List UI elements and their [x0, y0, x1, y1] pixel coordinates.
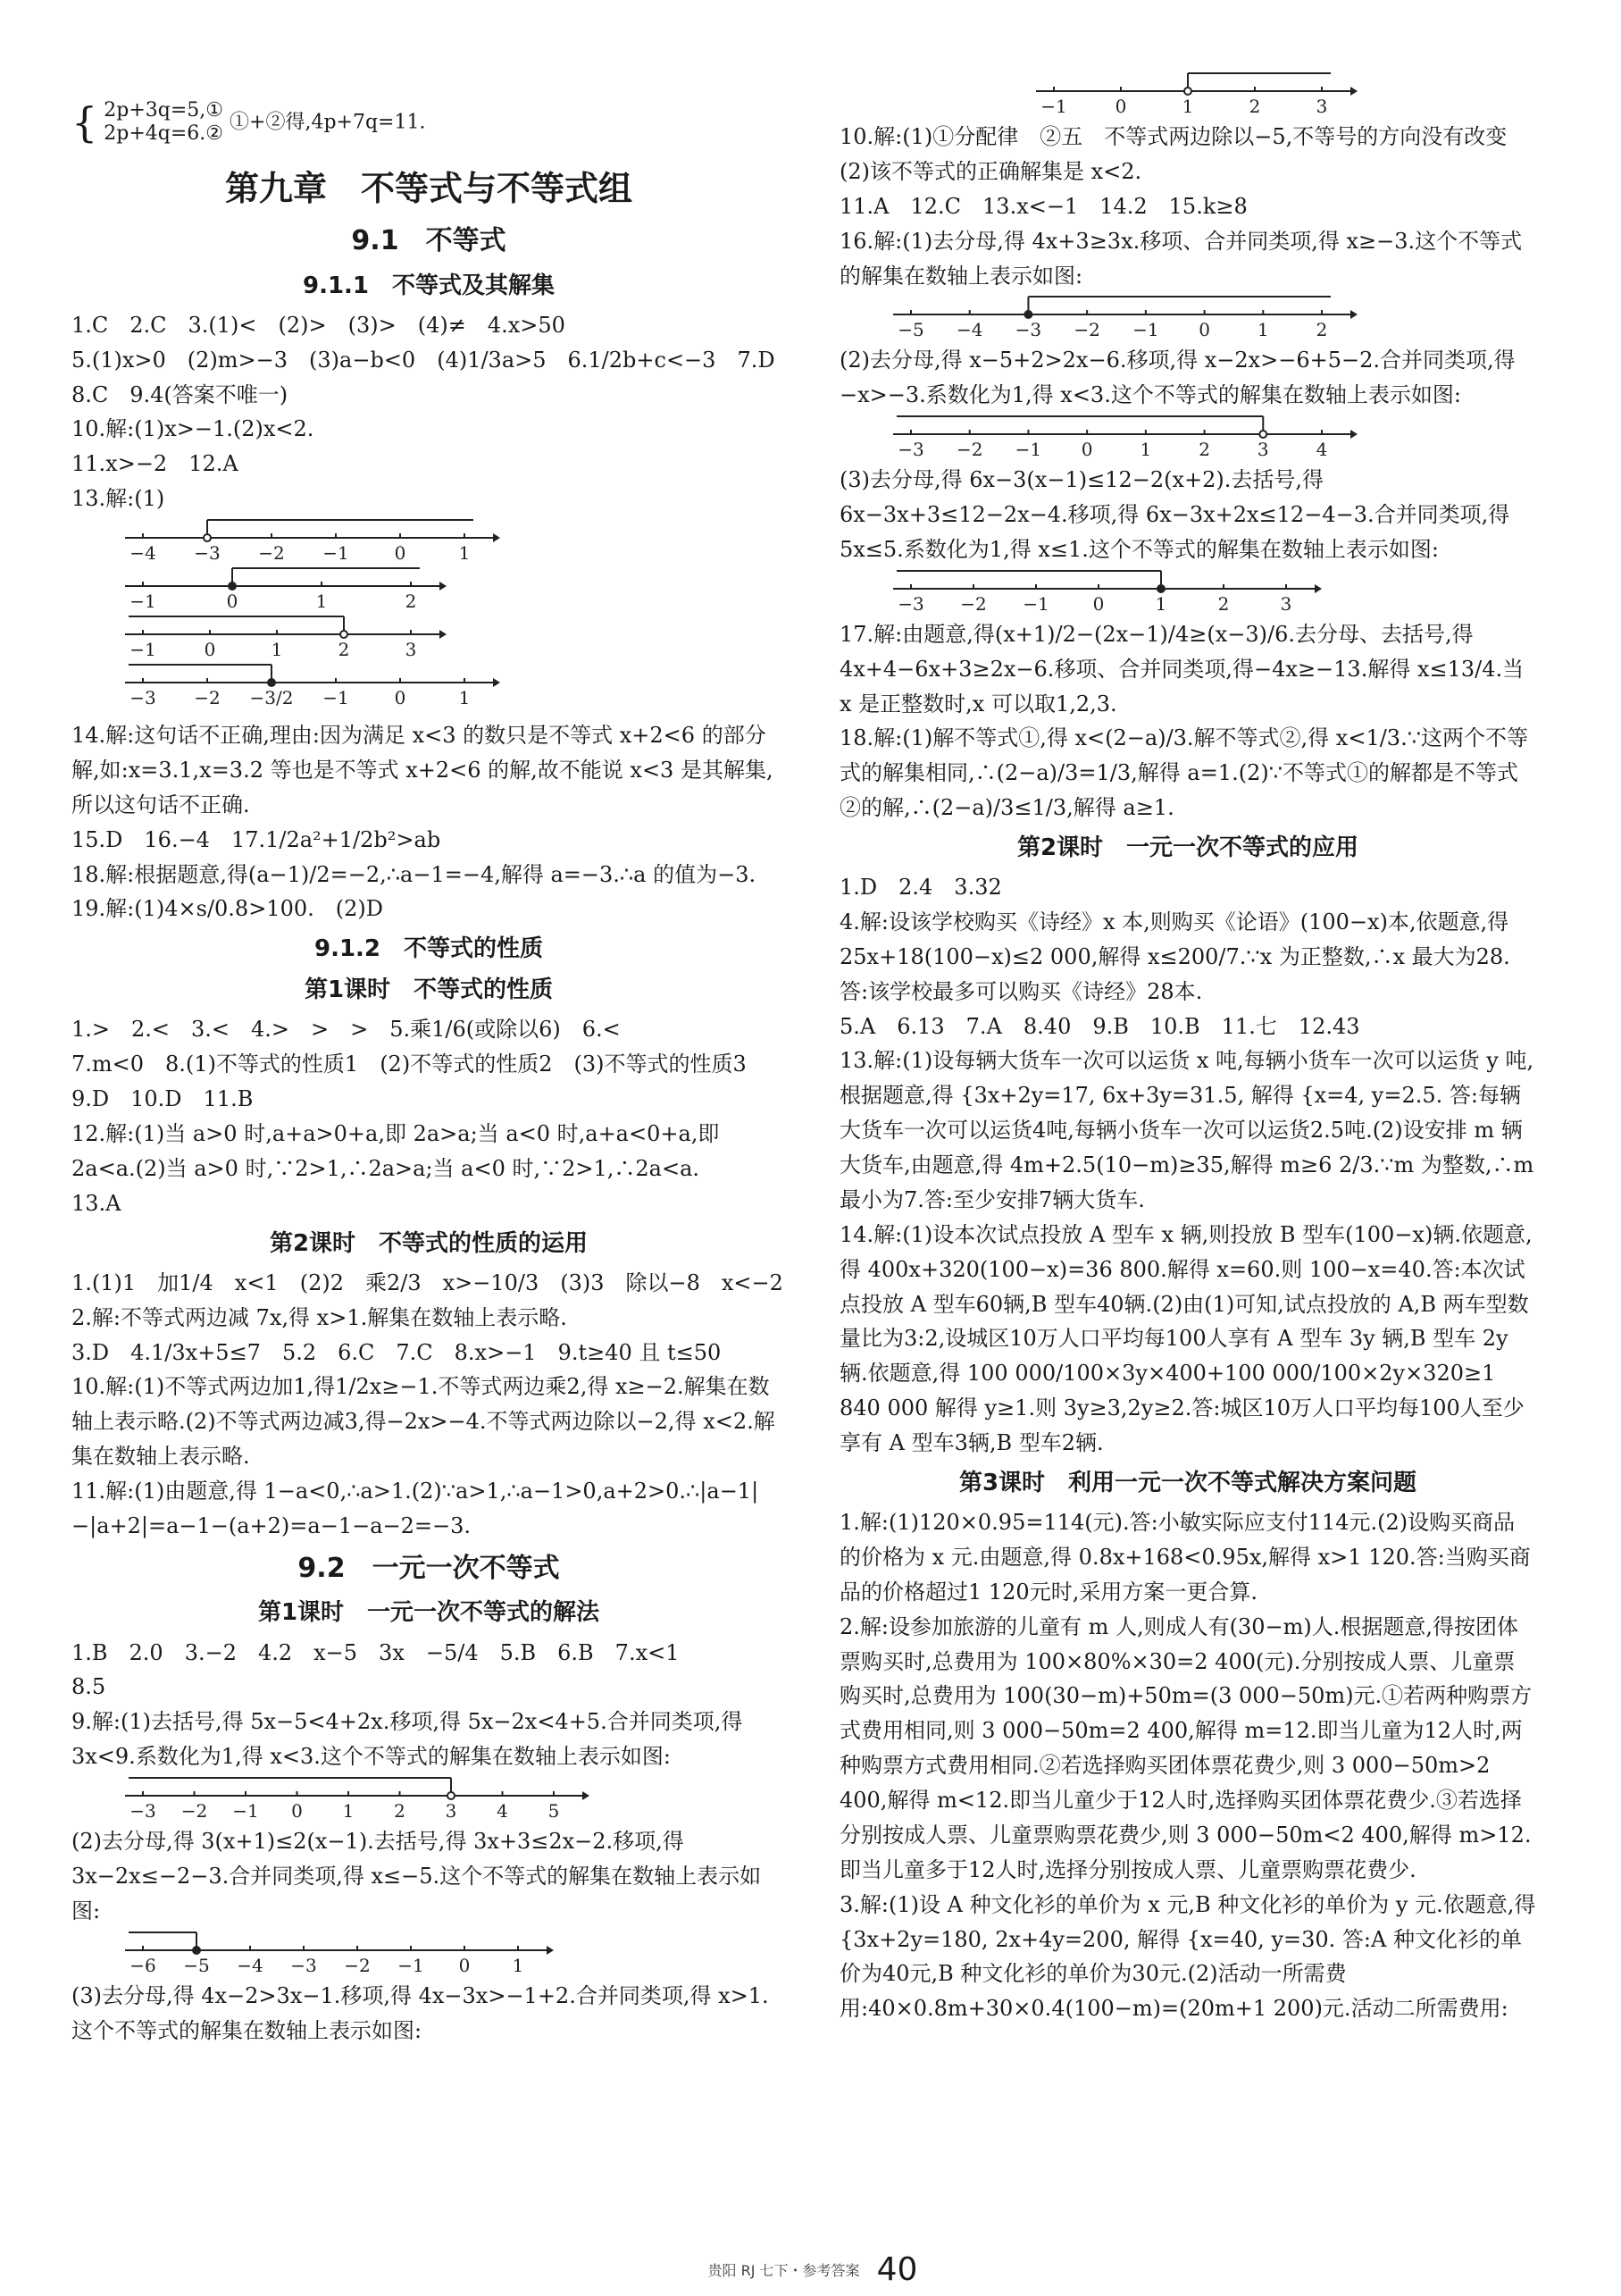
- number-line-tick-label: −1: [322, 542, 349, 565]
- answers-9-1-1-a: [71, 308, 786, 516]
- number-line-tick-label: 0: [1081, 439, 1093, 461]
- number-line-tick-label: 4: [1316, 439, 1328, 461]
- number-line-tick-label: −4: [237, 1954, 263, 1976]
- answer-line: 1.> 2.< 3.< 4.> > > 5.乘1/6(或除以6) 6.<: [71, 1017, 621, 1043]
- number-line-arrow: [1350, 310, 1358, 319]
- number-line-tick-label: 2: [1199, 439, 1210, 461]
- number-line-tick-label: −3: [290, 1954, 317, 1976]
- number-line-tick-label: 0: [226, 591, 238, 613]
- number-line-tick-label: −3/2: [249, 687, 294, 709]
- number-line-13-4: [125, 663, 500, 716]
- lesson-2-title: 第2课时 不等式的性质的运用: [269, 1229, 589, 1257]
- answers-right-d: [840, 617, 1536, 825]
- solution-endpoint: [1259, 431, 1266, 438]
- number-line-arrow: [493, 678, 500, 687]
- number-line-tick-label: 3: [1257, 439, 1269, 461]
- subsection-9-1-2-title: 9.1.2 不等式的性质: [313, 935, 544, 963]
- chapter-title: 第九章 不等式与不等式组: [224, 168, 632, 208]
- answers-lesson-2: [71, 1266, 786, 1544]
- answer-line: 12.解:(1)当 a>0 时,a+a>0+a,即 2a>a;当 a<0 时,a+a<0+a,即 2a<a.(2)当 a>0 时,∵2>1,∴2a>a;当 a<0 时,∵2>1,∴2a<a.: [71, 1121, 720, 1181]
- answer-line: 13.A: [71, 1190, 121, 1216]
- system-equations: { 2p+3q=5,① 2p+4q=6.② ①+②得,4p+7q=11.: [71, 98, 426, 147]
- lesson-9-2-2-title: 第2课时 一元一次不等式的应用: [1016, 834, 1359, 861]
- number-line-tick-label: −1: [1040, 96, 1067, 117]
- number-line-arrow: [582, 1791, 589, 1800]
- number-line-arrow: [493, 533, 500, 542]
- answers-9-1-1-b: [71, 718, 786, 926]
- number-line-arrow: [439, 582, 447, 591]
- number-line-13-1: [125, 518, 500, 565]
- subsection-9-1-1-title: 9.1.1 不等式及其解集: [302, 272, 556, 299]
- answer-line: 10.解:(1)①分配律 ②五 不等式两边除以−5,不等号的方向没有改变 (2)该不等式的正确解集是 x<2.: [840, 124, 1529, 184]
- answer-line: 16.解:(1)去分母,得 4x+3≥3x.移项、合并同类项,得 x≥−3.这个不等式的解集在数轴上表示如图:: [840, 228, 1523, 289]
- answer-line: 5.A 6.13 7.A 8.40 9.B 10.B 11.七 12.43: [840, 1013, 1360, 1039]
- number-line-tick-label: 2: [1217, 592, 1230, 615]
- answer-line: 8.C 9.4(答案不唯一): [71, 381, 288, 407]
- answer-line: 13.解:(1): [71, 486, 165, 512]
- number-line-tick-label: −2: [194, 687, 221, 709]
- answer-line: 15.D 16.−4 17.1/2a²+1/2b²>ab: [71, 826, 441, 852]
- number-line-arrow: [439, 630, 447, 639]
- number-line-tick-label: 2: [1249, 96, 1261, 117]
- answer-line: 14.解:这句话不正确,理由:因为满足 x<3 的数只是不等式 x+2<6 的部分解,如:x=3.1,x=3.2 等也是不等式 x+2<6 的解,故不能说 x<3 是其解集,所以这句话不正确.: [71, 723, 773, 817]
- number-line-tick-label: −1: [130, 639, 156, 661]
- answer-line: (3)去分母,得 4x−2>3x−1.移项,得 4x−3x>−1+2.合并同类项,得 x>1.这个不等式的解集在数轴上表示如图:: [71, 1982, 769, 2043]
- number-line-tick-label: −5: [183, 1954, 210, 1976]
- answer-line: 10.解:(1)x>−1.(2)x<2.: [71, 416, 314, 442]
- answers-right-a: [840, 120, 1536, 293]
- number-line-tick-label: −4: [130, 542, 156, 565]
- number-line-tick-label: 1: [458, 542, 471, 565]
- number-line-tick-label: 3: [1316, 96, 1328, 117]
- number-line-tick-label: 0: [394, 687, 406, 709]
- number-line-tick-label: −6: [130, 1954, 156, 1976]
- number-line-tick-label: −3: [898, 439, 924, 461]
- number-line-arrow: [1315, 584, 1322, 593]
- footer-label: 贵阳 RJ 七下・参考答案: [707, 2262, 860, 2279]
- number-line-16-2: [893, 415, 1358, 461]
- answer-line: 8.5: [71, 1674, 106, 1700]
- number-line-tick-label: −1: [232, 1800, 259, 1823]
- number-line-tick-label: −2: [258, 542, 285, 565]
- number-line-tick-label: −1: [1023, 592, 1049, 615]
- answer-line: 1.C 2.C 3.(1)< (2)> (3)> (4)≠ 4.x>50: [71, 312, 565, 338]
- number-line-arrow: [547, 1946, 554, 1955]
- number-line-tick-label: 0: [394, 542, 406, 565]
- answer-line: (3)去分母,得 6x−3(x−1)≤12−2(x+2).去括号,得 6x−3x+3≤12−2x−4.移项,得 6x−3x+2x≤12−4−3.合并同类项,得 5x≤5.系数化为1,得 x≤1.这个不等式的解集在数轴上表示如图:: [840, 467, 1510, 562]
- number-line-tick-label: 1: [1140, 439, 1152, 461]
- number-line-tick-label: −2: [344, 1954, 371, 1976]
- number-line-arrow: [1350, 87, 1358, 96]
- number-line-13-3: [125, 615, 447, 661]
- number-line-tick-label: 1: [271, 639, 283, 661]
- number-line-tick-label: −2: [180, 1800, 208, 1823]
- answer-line: 14.解:(1)设本次试点投放 A 型车 x 辆,则投放 B 型车(100−x)辆.依题意,得 400x+320(100−x)=36 800.解得 x=60.则 100−x=40.答:本次试点投放 A 型车60辆,B 型车40辆.(2)由(1)可知,试点投放的 A,B 两车型数量比为3:2,设城区10万人口平均每100人享有 A 型车 3y 辆,B 型车 2y 辆.依题意,得 100 000/100×3y×400+100 000/100×2y×320≥1 840 000 解得 y≥1.则 3y≥3,2y≥2.答:城区10万人口平均每100人至少享有 A 型车3辆,B 型车2辆.: [840, 1221, 1533, 1456]
- number-line-tick-label: 1: [458, 687, 471, 709]
- answer-line: 4.解:设该学校购买《诗经》x 本,则购买《论语》(100−x)本,依题意,得 25x+18(100−x)≤2 000,解得 x≤200/7.∵x 为正整数,∴x 最大为28.答:该学校最多可以购买《诗经》28本.: [840, 909, 1510, 1004]
- answer-line: 7.m<0 8.(1)不等式的性质1 (2)不等式的性质2 (3)不等式的性质3 9.D 10.D 11.B: [71, 1052, 768, 1112]
- page-number: 40: [876, 2251, 918, 2288]
- number-line-tick-label: −2: [960, 592, 987, 615]
- answer-line: 3.D 4.1/3x+5≤7 5.2 6.C 7.C 8.x>−1 9.t≥40 且 t≤50: [71, 1339, 722, 1365]
- number-line-tick-label: 0: [1092, 592, 1105, 615]
- number-line-tick-label: 2: [394, 1800, 405, 1823]
- number-line-tick-label: 3: [445, 1800, 457, 1823]
- number-line-tick-label: −1: [130, 591, 156, 613]
- solution-endpoint: [1157, 585, 1165, 592]
- number-line-tick-label: −4: [956, 319, 983, 341]
- number-line-tick-label: −1: [1132, 319, 1159, 341]
- number-line-tick-label: −2: [1074, 319, 1100, 341]
- number-line-tick-label: 1: [315, 591, 328, 613]
- answer-line: (2)去分母,得 x−5+2>2x−6.移项,得 x−2x>−6+5−2.合并同类项,得−x>−3.系数化为1,得 x<3.这个不等式的解集在数轴上表示如图:: [840, 348, 1516, 408]
- number-line-tick-label: 1: [512, 1954, 524, 1976]
- number-line-tick-label: 0: [291, 1800, 303, 1823]
- number-line-tick-label: 0: [204, 639, 216, 661]
- answer-line: 1.D 2.4 3.32: [840, 875, 1002, 901]
- section-9-1-title: 9.1 不等式: [351, 225, 506, 257]
- solution-endpoint: [1024, 311, 1032, 318]
- number-line-tick-label: 1: [1182, 96, 1194, 117]
- answer-line: 2.解:不等式两边减 7x,得 x>1.解集在数轴上表示略.: [71, 1304, 567, 1330]
- number-line-tick-label: −3: [898, 592, 924, 615]
- answer-line: 3.解:(1)设 A 种文化衫的单价为 x 元,B 种文化衫的单价为 y 元.依题意,得 {3x+2y=180, 2x+4y=200, 解得 {x=40, y=30. 答:A 种文化衫的单价为40元,B 种文化衫的单价为30元.(2)活动一所需费用:40×0.8m+30×0.4(100−m)=(20m+1 200)元.活动二所需费用:: [840, 1891, 1536, 2022]
- number-line-tick-label: 0: [1199, 319, 1210, 341]
- lesson-9-2-1-title: 第1课时 一元一次不等式的解法: [257, 1599, 600, 1627]
- answer-line: 10.解:(1)不等式两边加1,得1/2x≥−1.不等式两边乘2,得 x≥−2.解集在数轴上表示略.(2)不等式两边减3,得−2x>−4.不等式两边除以−2,得 x<2.解集在数轴上表示略.: [71, 1374, 775, 1470]
- answer-line: 1.(1)1 加1/4 x<1 (2)2 乘2/3 x>−10/3 (3)3 除以−8 x<−2: [71, 1270, 783, 1295]
- number-line-tick-label: 0: [458, 1954, 471, 1976]
- number-line-tick-label: 3: [405, 639, 417, 661]
- number-line-tick-label: 1: [1155, 592, 1167, 615]
- number-line-tick-label: −1: [1015, 439, 1042, 461]
- number-line-tick-label: 2: [405, 591, 417, 613]
- number-line-tick-label: 2: [1316, 319, 1328, 341]
- answers-9-2-3: [840, 1505, 1536, 2026]
- number-line-tick-label: −3: [194, 542, 221, 565]
- answer-line: 2.解:设参加旅游的儿童有 m 人,则成人有(30−m)人.根据题意,得按团体票购买时,总费用为 100×80%×30=2 400(元).分别按成人票、儿童票购买时,总费用为 100(30−m)+50m=(3 000−50m)元.①若两种购票方式费用相同,则 3 000−50m=2 400,解得 m=12.即当儿童为12人时,两种购票方式费用相同.②若选择购买团体票花费少,则 3 000−50m>2 400,解得 m<12.即当儿童少于12人时,选择购买团体票花费少.③若选择分别按成人票、儿童票购票花费少,则 3 000−50m<2 400,解得 m>12.即当儿童多于12人时,选择分别按成人票、儿童票购票花费少.: [840, 1613, 1533, 1882]
- number-line-tick-label: 4: [497, 1800, 508, 1823]
- solution-endpoint: [229, 582, 236, 590]
- answer-line: 1.解:(1)120×0.95=114(元).答:小敏实际应支付114元.(2)设购买商品的价格为 x 元.由题意,得 0.8x+168<0.95x,解得 x>1 120.答:当购买商品的价格超过1 120元时,采用方案一更合算.: [840, 1510, 1531, 1605]
- number-line-tick-label: −3: [130, 1800, 156, 1823]
- solution-endpoint: [268, 679, 275, 686]
- page-footer: [625, 2251, 1000, 2288]
- answer-line: 18.解:根据题意,得(a−1)/2=−2,∴a−1=−4,解得 a=−3.∴a 的值为−3.: [71, 861, 756, 887]
- solution-endpoint: [340, 631, 347, 638]
- answer-line: 11.A 12.C 13.x<−1 14.2 15.k≥8: [840, 193, 1248, 219]
- left-column: [71, 89, 786, 2048]
- number-line-tick-label: −3: [130, 687, 156, 709]
- number-line-tick-label: 1: [342, 1800, 355, 1823]
- answer-line: 13.解:(1)设每辆大货车一次可以运货 x 吨,每辆小货车一次可以运货 y 吨,根据题意,得 {3x+2y=17, 6x+3y=31.5, 解得 {x=4, y=2.5. 答:每辆大货车一次可以运货4吨,每辆小货车一次可以运货2.5吨.(2)设安排 m 辆大货车,由题意,得 4m+2.5(10−m)≥35,解得 m≥6 2/3.∵m 为整数,∴m 最小为7.答:至少安排7辆大货车.: [840, 1048, 1534, 1212]
- answer-line: (2)去分母,得 3(x+1)≤2(x−1).去括号,得 3x+3≤2x−2.移项,得 3x−2x≤−2−3.合并同类项,得 x≤−5.这个不等式的解集在数轴上表示如图:: [71, 1829, 762, 1923]
- answer-line: 9.解:(1)去括号,得 5x−5<4+2x.移项,得 5x−2x<4+5.合并同类项,得 3x<9.系数化为1,得 x<3.这个不等式的解集在数轴上表示如图:: [71, 1709, 743, 1770]
- number-line-tick-label: −1: [322, 687, 349, 709]
- answer-line: 17.解:由题意,得(x+1)/2−(2x−1)/4≥(x−3)/6.去分母、去括号,得 4x+4−6x+3≥2x−6.移项、合并同类项,得−4x≥−13.解得 x≤13/4.当 x 是正整数时,x 可以取1,2,3.: [840, 621, 1525, 716]
- solution-endpoint: [1184, 88, 1191, 95]
- answer-line: 19.解:(1)4×s/0.8>100. (2)D: [71, 896, 383, 922]
- number-line-16-3: [893, 569, 1322, 616]
- system-line-1: 2p+3q=5,①: [104, 98, 224, 122]
- right-column: [840, 96, 1536, 2026]
- system-tail: ①+②得,4p+7q=11.: [230, 111, 426, 134]
- number-line-tick-label: 2: [338, 639, 350, 661]
- lesson-9-2-3-title: 第3课时 利用一元一次不等式解决方案问题: [958, 1469, 1417, 1496]
- answer-line: 5.(1)x>0 (2)m>−3 (3)a−b<0 (4)1/3a>5 6.1/2b+c<−3 7.D: [71, 347, 775, 373]
- answer-line: 1.B 2.0 3.−2 4.2 x−5 3x −5/4 5.B 6.B 7.x<1: [71, 1639, 680, 1665]
- answers-9-2-1: [71, 1636, 786, 1775]
- solution-endpoint: [447, 1792, 455, 1799]
- answer-line: 11.x>−2 12.A: [71, 451, 238, 477]
- number-line-tick-label: 3: [1280, 592, 1292, 615]
- number-line-arrow: [1350, 430, 1358, 439]
- number-line-tick-label: 0: [1115, 96, 1127, 117]
- answers-9-2-2: [840, 870, 1536, 1461]
- section-9-2-title: 9.2 一元一次不等式: [297, 1552, 560, 1584]
- number-line-tick-label: −2: [956, 439, 983, 461]
- number-line-13-2: [125, 566, 447, 613]
- answer-line: 11.解:(1)由题意,得 1−a<0,∴a>1.(2)∵a>1,∴a−1>0,a+2>0.∴|a−1|−|a+2|=a−1−(a+2)=a−1−a−2=−3.: [71, 1479, 759, 1538]
- number-line-9-3: [1036, 71, 1358, 118]
- number-line-9-1: [125, 1776, 589, 1823]
- system-line-2: 2p+4q=6.②: [104, 122, 224, 146]
- number-line-tick-label: 1: [1257, 319, 1269, 341]
- number-line-9-2: [125, 1931, 554, 1977]
- solution-endpoint: [193, 1947, 200, 1954]
- number-line-tick-label: 5: [547, 1800, 560, 1823]
- number-line-tick-label: −5: [898, 319, 924, 341]
- lesson-1-title: 第1课时 不等式的性质: [304, 976, 554, 1004]
- solution-endpoint: [204, 534, 211, 541]
- number-line-16-1: [893, 295, 1358, 341]
- number-line-tick-label: −3: [1015, 319, 1042, 341]
- number-line-tick-label: −1: [397, 1954, 424, 1976]
- answer-line: 18.解:(1)解不等式①,得 x<(2−a)/3.解不等式②,得 x<1/3.∵这两个不等式的解集相同,∴(2−a)/3=1/3,解得 a=1.(2)∵不等式①的解都是不等式②的解,∴(2−a)/3≤1/3,解得 a≥1.: [840, 725, 1528, 821]
- answers-lesson-1: [71, 1012, 786, 1220]
